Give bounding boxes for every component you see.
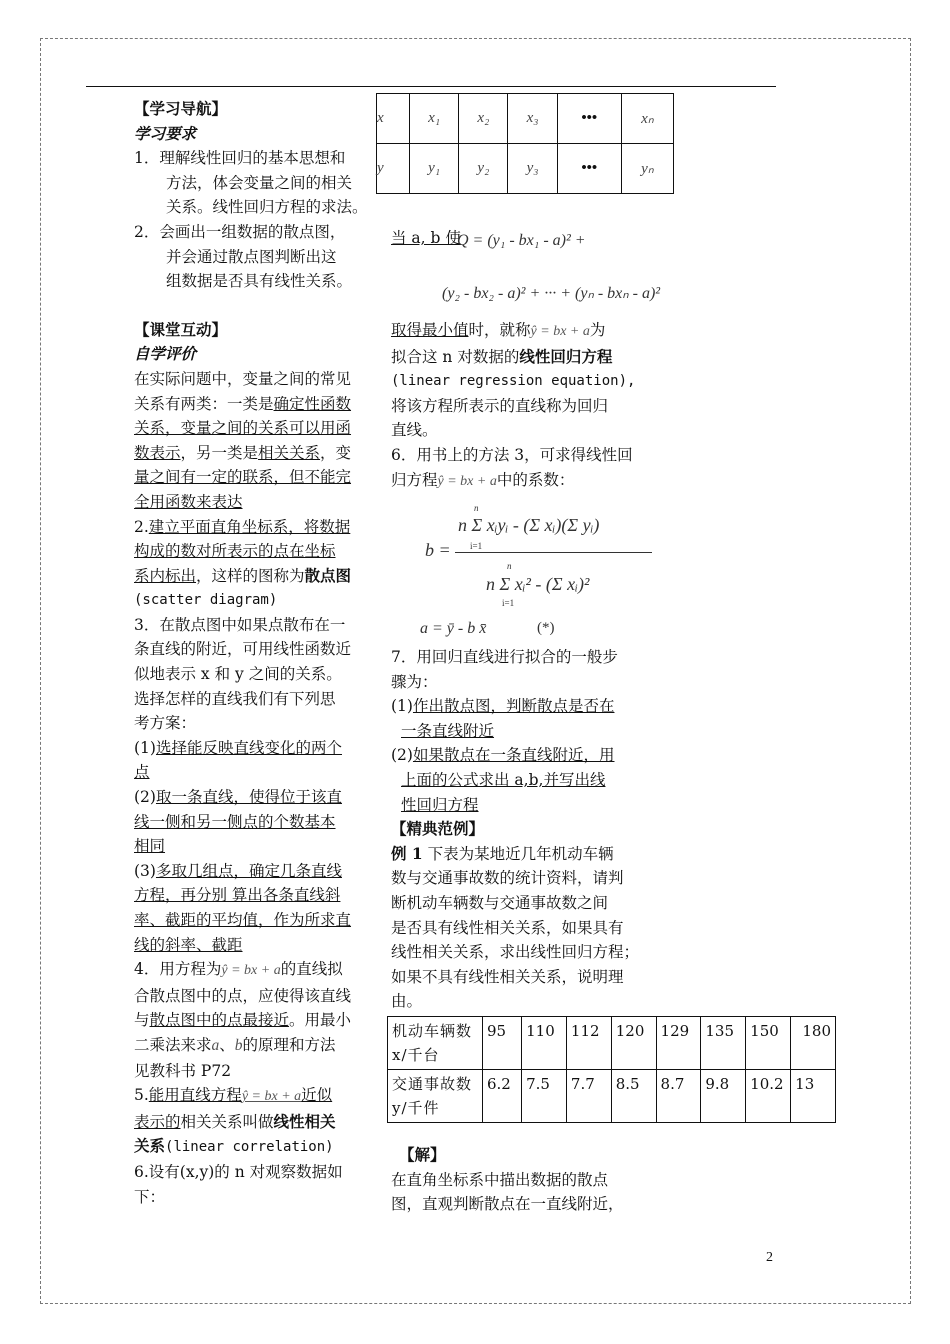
option3-text: 方程，再分别 算出各条直线斜 [134,886,341,905]
table-row [377,94,674,144]
term-scatter-diagram-en: (scatter diagram) [134,592,278,609]
step1-text: 作出散点图，判断散点是否在 [412,697,615,716]
para1-line: 在实际问题中，变量之间的常见 [134,369,352,388]
para3-line: 条直线的附近，可用线性函数近 [134,640,352,659]
para5-text: 相关关系叫做 [180,1112,274,1131]
example-text: 如果不具有线性相关关系，说明理 [391,967,624,986]
para1-underlined: 数表示 [134,443,181,462]
table-row [388,1017,836,1070]
table-cell: 112 [566,1017,611,1070]
term-linear-correlation: 关系 [134,1136,166,1156]
table-cell: yₙ [621,144,673,194]
para1-underlined: 确定性函数 [273,394,352,413]
table-cell: 129 [656,1017,701,1070]
requirement-2-line3: 组数据是否具有线性关系。 [166,272,353,291]
para4-text: 、 [219,1035,235,1054]
sum-upper: n [474,503,479,513]
page-number: 2 [766,1250,773,1265]
term-linear-correlation-en: (linear correlation) [165,1139,334,1156]
option3-text: 率、截距的平均值，作为所求直 [134,911,352,929]
para4-text: 合散点图中的点，应使得该直线 [134,986,352,1005]
formula-b-denominator: n Σ xᵢ² - (Σ xᵢ)² [486,574,590,594]
table-cell: xₙ [621,94,673,144]
para4-text: 。用最小 [289,1011,352,1030]
option3-text: 多取几组点，确定几条直线 [155,861,342,880]
option2-text: 线一侧和另一侧点的个数基本 [134,812,336,831]
para2-underlined: 建立平面直角坐标系，将数据 [148,517,351,536]
regression-equation: ŷ = bx + a [241,1089,302,1105]
para5-number: 5. [134,1086,149,1105]
formula-a: a = ȳ - b x̄ [420,620,487,637]
step2-text: 上面的公式求出 a,b,并写出线 [401,770,606,789]
table-cell: 8.7 [656,1070,701,1123]
right-column-lower [391,645,646,1014]
para4-text: 与 [134,1011,150,1030]
example-label: 例 1 [391,843,423,863]
para6b-text: 归方程 [391,470,438,489]
min-value-text: 取得最小值 [391,321,469,339]
header-rule [86,86,776,87]
table-cell: y [377,144,410,194]
sum-lower: i=1 [470,541,483,551]
table-cell: 7.5 [522,1070,567,1123]
para6-text: 6.设有(x,y)的 n 对观察数据如 [134,1162,343,1181]
table-header-x: 机动车辆数x/千台 [388,1017,483,1070]
symbol-a: a [211,1036,220,1054]
text: 为 [589,321,606,339]
requirement-1-line3: 关系。线性回归方程的求法。 [166,198,368,217]
table-cell: x [377,94,410,144]
para4-text: 的原理和方法 [242,1035,336,1054]
step2-label: (2) [391,746,413,765]
requirement-1-line1: 1．理解线性回归的基本思想和 [134,149,346,168]
requirement-2-line2: 并会通过散点图判断出这 [166,247,337,266]
table-cell: 7.7 [566,1070,611,1123]
formula-q-line2: (y₂ - bx₂ - a)² + ··· + (yₙ - bxₙ - a)² [442,285,661,302]
table-cell: 120 [611,1017,656,1070]
table-row [377,144,674,194]
left-column [134,97,366,1209]
step1-label: (1) [391,697,413,716]
table-cell: 8.5 [611,1070,656,1123]
option1-text: 选择能反映直线变化的两个 [155,738,342,757]
step2-text: 如果散点在一条直线附近，用 [412,746,615,765]
table-cell: y₂ [459,144,508,194]
formula-b-lhs: b = [425,540,451,560]
regression-equation: ŷ = bx + a [530,324,590,339]
example-text: 由。 [391,992,423,1011]
term-scatter-diagram: 散点图 [304,565,352,585]
para2-underlined-line: 构成的数对所表示的点在坐标 [134,542,336,561]
option2-label: (2) [134,788,156,807]
section-heading-examples: 【精典范例】 [391,819,485,839]
para7-text: 7．用回归直线进行拟合的一般步 [391,648,618,666]
example-text: 数与交通事故数的统计资料，请判 [391,869,624,888]
table-cell: 110 [522,1017,567,1070]
option1-label: (1) [134,738,156,757]
para5-underlined: 表示的 [134,1112,181,1131]
solution-text: 图，直观判断散点在一直线附近， [391,1195,624,1214]
example-text: 线性相关关系，求出线性回归方程； [391,943,640,962]
table-cell: y₁ [410,144,459,194]
sum-lower: i=1 [502,598,515,608]
para2-number: 2. [134,517,149,536]
term-regression-equation-en: (linear regression equation), [391,373,636,390]
option3-label: (3) [134,861,156,880]
para2-text: ，这样的图称为 [196,566,305,585]
step2-text: 性回归方程 [401,795,479,814]
table-cell: ••• [557,144,621,194]
term-linear-correlation: 线性相关 [273,1111,336,1131]
example-text: 下表为某地近几年机动车辆 [422,844,614,863]
para4-text: 见教科书 P72 [134,1061,232,1080]
para2-underlined: 系内标出 [134,566,197,585]
table-cell: y₃ [508,144,557,194]
table-row [388,1070,836,1123]
option1-text: 点 [134,763,150,782]
regression-equation: ŷ = bx + a [437,473,497,489]
sum-upper: n [507,561,512,571]
table-header-y: 交通事故数y/千件 [388,1070,483,1123]
para6b-text: 6．用书上的方法 3，可求得线性回 [391,445,633,464]
para1-text: ，另一类是 [180,443,259,462]
table-cell: ••• [557,94,621,144]
q-intro: 当 a, b 使 [391,229,461,247]
section-heading-learning-guide: 【学习导航】 [134,99,228,118]
subheading-requirements: 学习要求 [134,123,197,143]
requirement-1-line2: 方法，体会变量之间的相关 [166,173,353,192]
para4-text: 二乘法来求 [134,1035,212,1054]
table-cell: x₃ [508,94,557,144]
para4-text: 的直线拟 [280,960,343,979]
text: 将该方程所表示的直线称为回归 [391,396,609,415]
para1-underlined-line: 全用函数来表达 [134,492,243,511]
solution-block [391,1143,646,1217]
text: 拟合这 n 对数据的 [391,347,520,366]
table-cell: 150 [746,1017,791,1070]
formula-q-line1: Q = (y₁ - bx₁ - a)² + [457,232,586,249]
example-text: 断机动车辆数与交通事故数之间 [391,893,609,912]
table-cell: 6.2 [483,1070,522,1123]
right-column [391,318,646,494]
subheading-self-evaluation: 自学评价 [134,344,197,364]
para1-text: 关系有两类：一类是 [134,394,274,413]
text: 时，就称 [468,321,531,339]
para3-line: 考方案： [134,714,197,733]
para7-text: 骤为： [391,672,438,691]
para5-underlined: 能用直线方程 [148,1086,242,1105]
solution-heading: 【解】 [399,1145,446,1164]
formula-b-numerator: n Σ xᵢyᵢ - (Σ xᵢ)(Σ yᵢ) [458,515,600,535]
para1-underlined: 相关关系 [258,443,321,462]
example-data-table [387,1016,836,1123]
requirement-2-line1: 2．会画出一组数据的散点图， [134,222,346,241]
step1-text: 一条直线附近 [401,721,495,740]
para1-underlined-line: 量之间有一定的联系，但不能完 [134,468,352,487]
table-cell: 13 [791,1070,836,1123]
option2-text: 取一条直线，使得位于该直 [155,788,342,807]
option2-text: 相同 [134,837,166,856]
section-heading-classroom: 【课堂互动】 [134,319,228,339]
para5-underlined: 近似 [301,1086,333,1105]
para1-text: ，变 [320,443,352,462]
table-cell: 95 [483,1017,522,1070]
table-cell: x₂ [459,94,508,144]
para1-underlined-line: 关系，变量之间的关系可以用函 [134,419,352,438]
table-cell: 180 [791,1017,836,1070]
fraction-bar [455,552,652,553]
symbol-b: b [234,1036,243,1054]
para3-line: 选择怎样的直线我们有下列思 [134,689,336,708]
text: 直线。 [391,421,438,440]
table-cell: 10.2 [746,1070,791,1123]
table-cell: x₁ [410,94,459,144]
formula-star: (*) [537,620,555,636]
example-text: 是否具有线性相关关系，如果具有 [391,918,624,937]
para6-text: 下： [134,1187,166,1206]
para4-text: 4．用方程为 [134,960,222,979]
table-cell: 9.8 [701,1070,746,1123]
table-cell: 135 [701,1017,746,1070]
option3-text: 线的斜率、截距 [134,935,243,954]
regression-equation: ŷ = bx + a [221,963,281,979]
para3-line: 似地表示 x 和 y 之间的关系。 [134,665,342,684]
term-regression-equation: 线性回归方程 [519,346,613,366]
para4-underlined: 散点图中的点最接近 [149,1011,290,1030]
para3-line: 3．在散点图中如果点散布在一 [134,615,346,634]
observation-table [376,93,674,194]
para6b-text: 中的系数： [496,470,575,489]
solution-text: 在直角坐标系中描出数据的散点 [391,1170,609,1189]
